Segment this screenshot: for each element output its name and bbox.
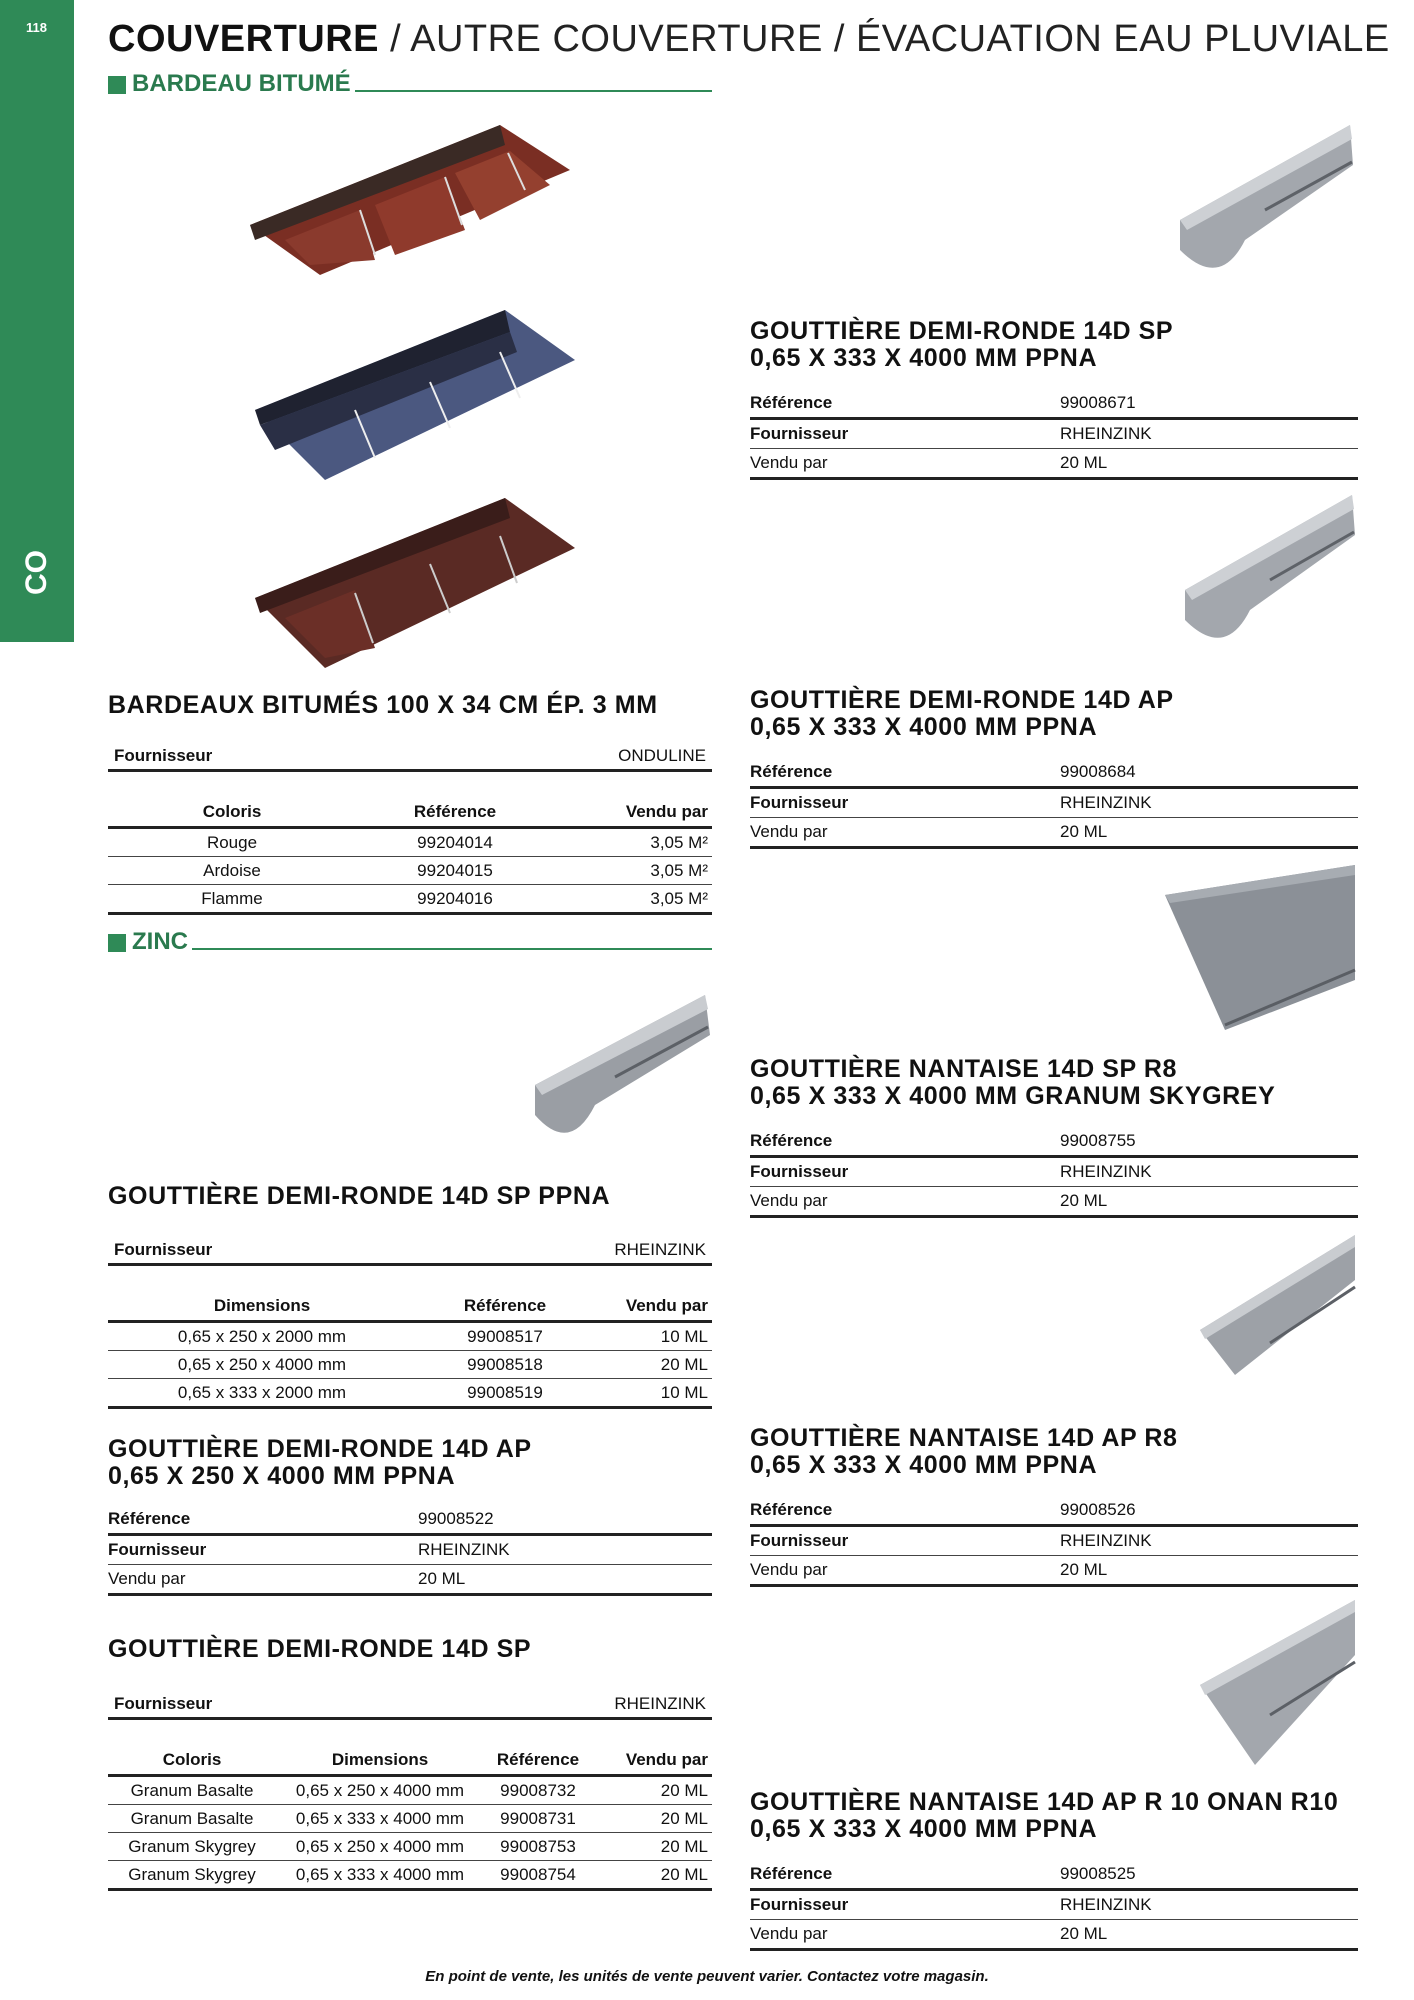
- spec-label: Vendu par: [108, 1569, 186, 1588]
- supplier-value: RHEINZINK: [614, 1693, 706, 1713]
- spec-value: RHEINZINK: [1060, 1531, 1152, 1550]
- section-code: CO: [20, 550, 53, 595]
- spec-label: Référence: [750, 393, 833, 412]
- 14d-sp-ppna-table: [108, 1276, 712, 1409]
- shingle-slate-image: [255, 310, 575, 480]
- column-header: Référence: [416, 1276, 594, 1322]
- column-header: Vendu par: [592, 1730, 712, 1776]
- cell: 3,05 M²: [554, 828, 712, 857]
- cell: 99008732: [484, 1776, 592, 1805]
- section-heading-bardeau: [108, 70, 712, 98]
- column-header: Vendu par: [554, 782, 712, 828]
- spec-label: Fournisseur: [750, 1531, 849, 1550]
- right-3-spec-grid: [750, 1127, 1358, 1218]
- spec-value: 99008671: [1060, 393, 1136, 412]
- spec-value: 99008522: [418, 1509, 494, 1528]
- spec-row-reference: [750, 1496, 1358, 1527]
- right-2-spec-grid: [750, 758, 1358, 849]
- spec-row-reference: [750, 1860, 1358, 1891]
- table-header-row: [108, 782, 712, 828]
- table-row: [108, 1351, 712, 1379]
- spec-row-reference: [750, 1127, 1358, 1158]
- 14d-sp-table: [108, 1730, 712, 1891]
- shingle-flamme-image: [255, 498, 575, 668]
- spec-row-sold: [750, 818, 1358, 849]
- right-4-spec-grid: [750, 1496, 1358, 1587]
- spec-row-sold: [750, 1556, 1358, 1587]
- column-header: Dimensions: [276, 1730, 484, 1776]
- page-title-breadcrumb: / AUTRE COUVERTURE / ÉVACUATION EAU PLUVIALE: [379, 18, 1390, 60]
- spec-row-reference: [108, 1505, 712, 1536]
- product-title-line2: 0,65 X 250 X 4000 MM PPNA: [108, 1462, 456, 1490]
- spec-label: Vendu par: [750, 1560, 828, 1579]
- table-row: [108, 885, 712, 914]
- product-title-right-2: [750, 687, 1174, 741]
- gutter-half-round-ap-image: [1180, 495, 1355, 665]
- spec-label: Référence: [750, 1864, 833, 1883]
- spec-value: 20 ML: [1060, 453, 1108, 472]
- spec-value: RHEINZINK: [1060, 1162, 1152, 1181]
- spec-row-supplier: [750, 789, 1358, 818]
- cell: Rouge: [108, 828, 356, 857]
- spec-value: 20 ML: [1060, 1924, 1108, 1943]
- cell: Flamme: [108, 885, 356, 914]
- cell: 99008753: [484, 1833, 592, 1861]
- side-tab: [0, 0, 74, 642]
- spec-row-supplier: [750, 1527, 1358, 1556]
- cell: Granum Basalte: [108, 1805, 276, 1833]
- spec-value: 20 ML: [1060, 1191, 1108, 1210]
- cell: 0,65 x 250 x 4000 mm: [276, 1776, 484, 1805]
- cell: 99204016: [356, 885, 554, 914]
- cell: 3,05 M²: [554, 857, 712, 885]
- cell: 0,65 x 333 x 4000 mm: [276, 1861, 484, 1890]
- spec-row-sold: [750, 1920, 1358, 1951]
- supplier-label: Fournisseur: [114, 1693, 213, 1713]
- cell: 20 ML: [594, 1351, 712, 1379]
- section-square-icon: [108, 934, 126, 952]
- section-rule: [355, 90, 712, 92]
- spec-label: Vendu par: [750, 1924, 828, 1943]
- table-row: [108, 1833, 712, 1861]
- cell: 0,65 x 250 x 4000 mm: [108, 1351, 416, 1379]
- spec-value: 20 ML: [418, 1569, 466, 1588]
- spec-row-supplier: [750, 1891, 1358, 1920]
- spec-value: 20 ML: [1060, 822, 1108, 841]
- product-title-right-1: [750, 318, 1173, 372]
- spec-row-supplier: [108, 1536, 712, 1565]
- page-title: [108, 18, 1390, 61]
- cell: Ardoise: [108, 857, 356, 885]
- product-title-line2: 0,65 X 333 X 4000 MM GRANUM SKYGREY: [750, 1082, 1276, 1110]
- page-number: 118: [26, 20, 47, 35]
- product-title-line1: GOUTTIÈRE DEMI-RONDE 14D AP: [750, 686, 1174, 714]
- column-header: Coloris: [108, 782, 356, 828]
- spec-label: Vendu par: [750, 1191, 828, 1210]
- spec-row-sold: [750, 449, 1358, 480]
- spec-row-supplier: [750, 420, 1358, 449]
- cell: 10 ML: [594, 1379, 712, 1408]
- spec-label: Référence: [750, 1131, 833, 1150]
- spec-row-sold: [108, 1565, 712, 1596]
- spec-label: Fournisseur: [108, 1540, 207, 1559]
- spec-label: Fournisseur: [750, 424, 849, 443]
- 14d-sp-ppna-supplier-row: [108, 1236, 712, 1266]
- spec-value: 20 ML: [1060, 1560, 1108, 1579]
- cell: 20 ML: [592, 1776, 712, 1805]
- bardeaux-table: [108, 782, 712, 915]
- gutter-nantaise-ap-r10-image: [1200, 1600, 1355, 1765]
- product-title-line2: 0,65 X 333 X 4000 MM PPNA: [750, 713, 1098, 741]
- supplier-value: RHEINZINK: [614, 1239, 706, 1259]
- cell: 0,65 x 250 x 2000 mm: [108, 1322, 416, 1351]
- product-title-line2: 0,65 X 333 X 4000 MM PPNA: [750, 344, 1098, 372]
- gutter-nantaise-ap-r8-image: [1200, 1235, 1355, 1385]
- right-1-spec-grid: [750, 389, 1358, 480]
- page-title-main: COUVERTURE: [108, 18, 380, 60]
- 14d-sp-supplier-row: [108, 1690, 712, 1720]
- spec-label: Fournisseur: [750, 1162, 849, 1181]
- product-title-right-4: [750, 1425, 1178, 1479]
- spec-value: 99008526: [1060, 1500, 1136, 1519]
- cell: 99008519: [416, 1379, 594, 1408]
- supplier-label: Fournisseur: [114, 745, 213, 765]
- section-label: BARDEAU BITUMÉ: [132, 70, 351, 97]
- product-title-14d-sp: GOUTTIÈRE DEMI-RONDE 14D SP: [108, 1635, 532, 1663]
- product-title-line2: 0,65 X 333 X 4000 MM PPNA: [750, 1451, 1098, 1479]
- column-header: Référence: [484, 1730, 592, 1776]
- spec-row-reference: [750, 758, 1358, 789]
- product-title-right-3: [750, 1056, 1275, 1110]
- section-square-icon: [108, 76, 126, 94]
- spec-value: RHEINZINK: [1060, 424, 1152, 443]
- spec-value: RHEINZINK: [418, 1540, 510, 1559]
- cell: 99008517: [416, 1322, 594, 1351]
- cell: 10 ML: [594, 1322, 712, 1351]
- table-row: [108, 857, 712, 885]
- supplier-label: Fournisseur: [114, 1239, 213, 1259]
- 14d-ap-250-spec-grid: [108, 1505, 712, 1596]
- bardeaux-supplier-row: [108, 742, 712, 772]
- cell: 99008754: [484, 1861, 592, 1890]
- spec-row-supplier: [750, 1158, 1358, 1187]
- product-title-right-5: [750, 1789, 1338, 1843]
- cell: Granum Skygrey: [108, 1833, 276, 1861]
- table-row: [108, 1322, 712, 1351]
- spec-value: 99008755: [1060, 1131, 1136, 1150]
- product-title-line2: 0,65 X 333 X 4000 MM PPNA: [750, 1815, 1098, 1843]
- table-row: [108, 1861, 712, 1890]
- cell: 20 ML: [592, 1861, 712, 1890]
- spec-label: Référence: [108, 1509, 191, 1528]
- spec-label: Vendu par: [750, 453, 828, 472]
- table-row: [108, 1805, 712, 1833]
- cell: 0,65 x 333 x 4000 mm: [276, 1805, 484, 1833]
- gutter-half-round-image: [530, 995, 710, 1165]
- product-title-line1: GOUTTIÈRE DEMI-RONDE 14D SP: [750, 317, 1174, 345]
- supplier-value: ONDULINE: [618, 745, 706, 765]
- spec-value: RHEINZINK: [1060, 1895, 1152, 1914]
- spec-row-sold: [750, 1187, 1358, 1218]
- table-header-row: [108, 1730, 712, 1776]
- spec-label: Référence: [750, 1500, 833, 1519]
- cell: 99008731: [484, 1805, 592, 1833]
- product-title-line1: GOUTTIÈRE NANTAISE 14D AP R8: [750, 1424, 1178, 1452]
- column-header: Référence: [356, 782, 554, 828]
- column-header: Dimensions: [108, 1276, 416, 1322]
- column-header: Vendu par: [594, 1276, 712, 1322]
- spec-row-reference: [750, 389, 1358, 420]
- cell: 20 ML: [592, 1833, 712, 1861]
- footer-note: En point de vente, les unités de vente peuvent varier. Contactez votre magasin.: [425, 1968, 989, 1985]
- right-5-spec-grid: [750, 1860, 1358, 1951]
- product-title-14d-sp-ppna: GOUTTIÈRE DEMI-RONDE 14D SP PPNA: [108, 1182, 611, 1210]
- product-title-line1: GOUTTIÈRE NANTAISE 14D SP R8: [750, 1055, 1178, 1083]
- cell: Granum Skygrey: [108, 1861, 276, 1890]
- table-header-row: [108, 1276, 712, 1322]
- column-header: Coloris: [108, 1730, 276, 1776]
- spec-value: RHEINZINK: [1060, 793, 1152, 812]
- spec-label: Fournisseur: [750, 793, 849, 812]
- spec-label: Fournisseur: [750, 1895, 849, 1914]
- section-rule: [192, 948, 712, 950]
- cell: Granum Basalte: [108, 1776, 276, 1805]
- product-title-bardeaux: BARDEAUX BITUMÉS 100 X 34 CM ÉP. 3 MM: [108, 691, 658, 719]
- spec-label: Référence: [750, 762, 833, 781]
- product-title-line1: GOUTTIÈRE NANTAISE 14D AP R 10 ONAN R10: [750, 1788, 1339, 1816]
- spec-value: 99008684: [1060, 762, 1136, 781]
- cell: 99204015: [356, 857, 554, 885]
- gutter-half-round-sp-image: [1175, 125, 1355, 295]
- gutter-nantaise-skygrey-image: [1165, 865, 1355, 1035]
- table-row: [108, 1776, 712, 1805]
- spec-label: Vendu par: [750, 822, 828, 841]
- cell: 0,65 x 250 x 4000 mm: [276, 1833, 484, 1861]
- section-label: ZINC: [132, 928, 188, 955]
- section-heading-zinc: [108, 928, 712, 956]
- cell: 99008518: [416, 1351, 594, 1379]
- table-row: [108, 828, 712, 857]
- table-row: [108, 1379, 712, 1408]
- cell: 99204014: [356, 828, 554, 857]
- product-title-14d-ap-250: [108, 1436, 532, 1490]
- product-title-line1: GOUTTIÈRE DEMI-RONDE 14D AP: [108, 1435, 532, 1463]
- shingle-red-image: [250, 125, 570, 275]
- cell: 0,65 x 333 x 2000 mm: [108, 1379, 416, 1408]
- cell: 3,05 M²: [554, 885, 712, 914]
- cell: 20 ML: [592, 1805, 712, 1833]
- spec-value: 99008525: [1060, 1864, 1136, 1883]
